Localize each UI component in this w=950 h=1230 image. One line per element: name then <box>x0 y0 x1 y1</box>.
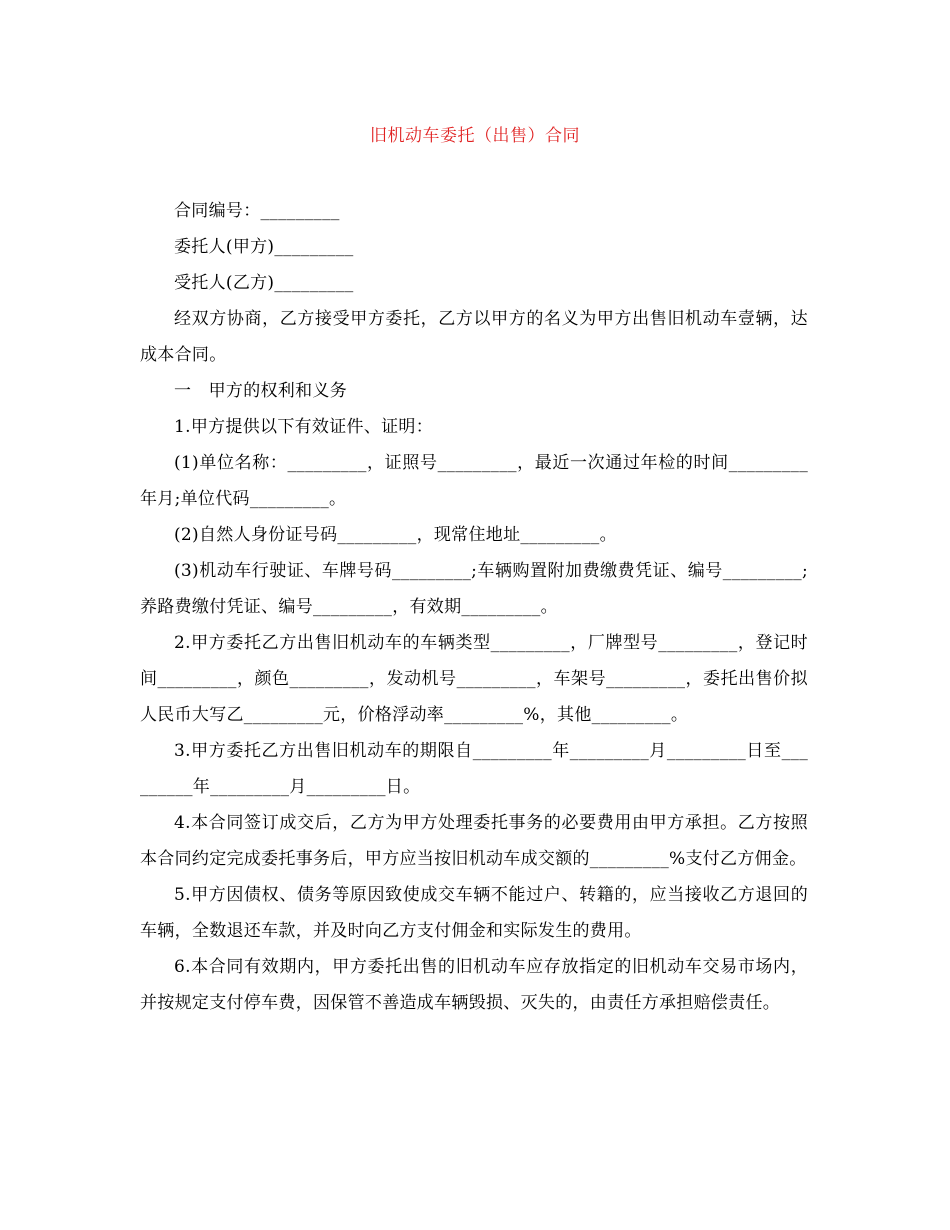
document-body <box>140 193 808 1021</box>
clause-1-item-1: (1)单位名称：_________，证照号_________，最近一次通过年检的时间_________年月;单位代码_________。 <box>140 453 808 509</box>
clause-6: 6.本合同有效期内，甲方委托出售的旧机动车应存放指定的旧机动车交易市场内，并按规定支付停车费，因保管不善造成车辆毁损、灭失的，由责任方承担赔偿责任。 <box>140 957 808 1013</box>
clause-4: 4.本合同签订成交后，乙方为甲方处理委托事务的必要费用由甲方承担。乙方按照本合同约定完成委托事务后，甲方应当按旧机动车成交额的_________%支付乙方佣金。 <box>140 813 808 869</box>
section-heading: 一 甲方的权利和义务 <box>174 381 347 401</box>
clause-3: 3.甲方委托乙方出售旧机动车的期限自_________年_________月_________日至_________年_________月_________日。 <box>140 741 808 797</box>
contract-number-line: 合同编号：_________ <box>174 201 340 221</box>
clause-1-item-3: (3)机动车行驶证、车牌号码_________;车辆购置附加费缴费凭证、编号_________;养路费缴付凭证、编号_________，有效期_________。 <box>140 561 808 617</box>
clause-5: 5.甲方因债权、债务等原因致使成交车辆不能过户、转籍的，应当接收乙方退回的车辆，全数退还车款，并及时向乙方支付佣金和实际发生的费用。 <box>140 885 808 941</box>
agent-party-line: 受托人(乙方)_________ <box>174 273 354 293</box>
clause-2: 2.甲方委托乙方出售旧机动车的车辆类型_________，厂牌型号_________，登记时间_________，颜色_________，发动机号_________，车架号_________，委托出售价拟人民币大写乙_________元，价格浮动率_________%，其他_________。 <box>140 633 808 725</box>
preamble-paragraph: 经双方协商，乙方接受甲方委托，乙方以甲方的名义为甲方出售旧机动车壹辆，达成本合同。 <box>140 309 808 365</box>
document-title: 旧机动车委托（出售）合同 <box>370 126 580 146</box>
principal-party-line: 委托人(甲方)_________ <box>174 237 354 257</box>
clause-1: 1.甲方提供以下有效证件、证明： <box>174 417 434 437</box>
clause-1-item-2: (2)自然人身份证号码_________，现常住地址_________。 <box>174 525 617 545</box>
